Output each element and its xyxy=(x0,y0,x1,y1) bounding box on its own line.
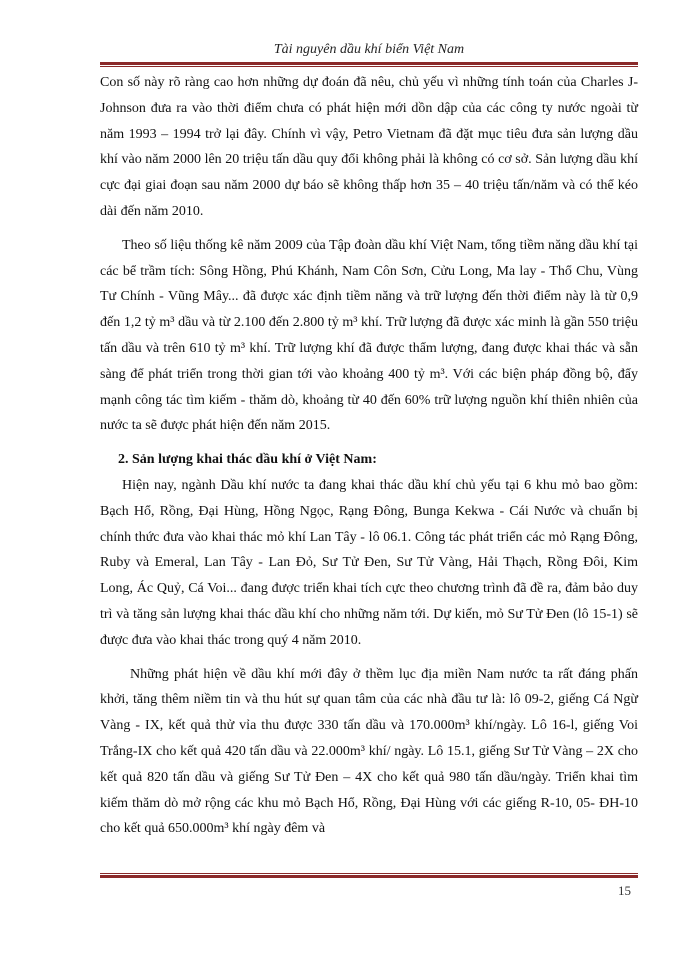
paragraph-3: Hiện nay, ngành Dầu khí nước ta đang khai thác dầu khí chủ yếu tại 6 khu mỏ bao gồm: Bạch Hổ, Rồng, Đại Hùng, Hồng Ngọc, Rạng Đông, Bunga Kekwa - Cái Nước và chuẩn bị chính thức đưa vào khai thác mỏ khí Lan Tây - lô 06.1. Công tác phát triển các mỏ Rạng Đông, Ruby và Emeral, Lan Tây - Lan Đỏ, Sư Tử Đen, Sư Tử Vàng, Hải Thạch, Rồng Đôi, Kim Long, Ác Quỷ, Cá Voi... đang được triển khai tích cực theo chương trình đã đề ra, đảm bảo duy trì và tăng sản lượng khai thác dầu khí cho những năm tới. Dự kiến, mỏ Sư Tử Đen (lô 15-1) sẽ được đưa vào khai thác trong quý 4 năm 2010. xyxy=(100,477,638,648)
header-rule-thin xyxy=(100,66,638,67)
paragraph-2: Theo số liệu thống kê năm 2009 của Tập đoàn dầu khí Việt Nam, tổng tiềm năng dầu khí tại các bể trầm tích: Sông Hồng, Phú Khánh, Nam Côn Sơn, Cửu Long, Ma lay - Thổ Chu, Vùng Tư Chính - Vũng Mây... đã được xác định tiềm năng và trữ lượng đến thời điểm này là từ 0,9 đến 1,2 tỷ m³ dầu và từ 2.100 đến 2.800 tỷ m³ khí. Trữ lượng đã được xác minh là gần 550 triệu tấn dầu và trên 610 tỷ m³ khí. Trữ lượng khí đã được thẩm lượng, đang được khai thác và sẵn sàng để phát triển trong thời gian tới vào khoảng 400 tỷ m³. Với các biện pháp đồng bộ, đẩy mạnh công tác tìm kiếm - thăm dò, khoảng từ 40 đến 60% trữ lượng nguồn khí thiên nhiên của nước ta sẽ được phát hiện đến năm 2015. xyxy=(100,237,638,434)
paragraph-1: Con số này rõ ràng cao hơn những dự đoán đã nêu, chủ yếu vì những tính toán của Charles J-Johnson đưa ra vào thời điểm chưa có phát hiện mới dồn dập của các công ty nước ngoài từ năm 1993 – 1994 trở lại đây. Chính vì vậy, Petro Vietnam đã đặt mục tiêu đưa sản lượng dầu khí vào năm 2000 lên 20 triệu tấn dầu quy đổi không phải là không có cơ sở. Sản lượng dầu khí cực đại giai đoạn sau năm 2000 dự báo sẽ không thấp hơn 35 – 40 triệu tấn/năm và có thể kéo dài đến năm 2010. xyxy=(100,75,638,219)
running-header-title: Tài nguyên dầu khí biển Việt Nam xyxy=(273,42,465,57)
page-number: 15 xyxy=(618,883,631,898)
section-heading: 2. Sản lượng khai thác dầu khí ở Việt Nam: xyxy=(118,452,377,468)
header-rule-thick xyxy=(100,62,638,65)
paragraph-4: Những phát hiện về dầu khí mới đây ở thềm lục địa miền Nam nước ta rất đáng phấn khởi, tăng thêm niềm tin và thu hút sự quan tâm của các nhà đầu tư là: lô 09-2, giếng Cá Ngừ Vàng - IX, kết quả thử vỉa thu được 330 tấn dầu và 170.000m³ khí/ngày. Lô 16-l, giếng Voi Trắng-IX cho kết quả 420 tấn dầu và 22.000m³ khí/ ngày. Lô 15.1, giếng Sư Tử Vàng – 2X cho kết quả 820 tấn dầu và giếng Sư Tử Đen – 4X cho kết quả 980 tấn dầu/ngày. Triển khai tìm kiếm thăm dò mở rộng các khu mỏ Bạch Hổ, Rồng, Đại Hùng với các giếng R-10, 05- ĐH-10 cho kết quả 650.000m³ khí ngày đêm và xyxy=(100,666,638,837)
body-text xyxy=(100,70,638,850)
footer-rule-thick xyxy=(100,875,638,878)
footer-rule-thin xyxy=(100,873,638,874)
